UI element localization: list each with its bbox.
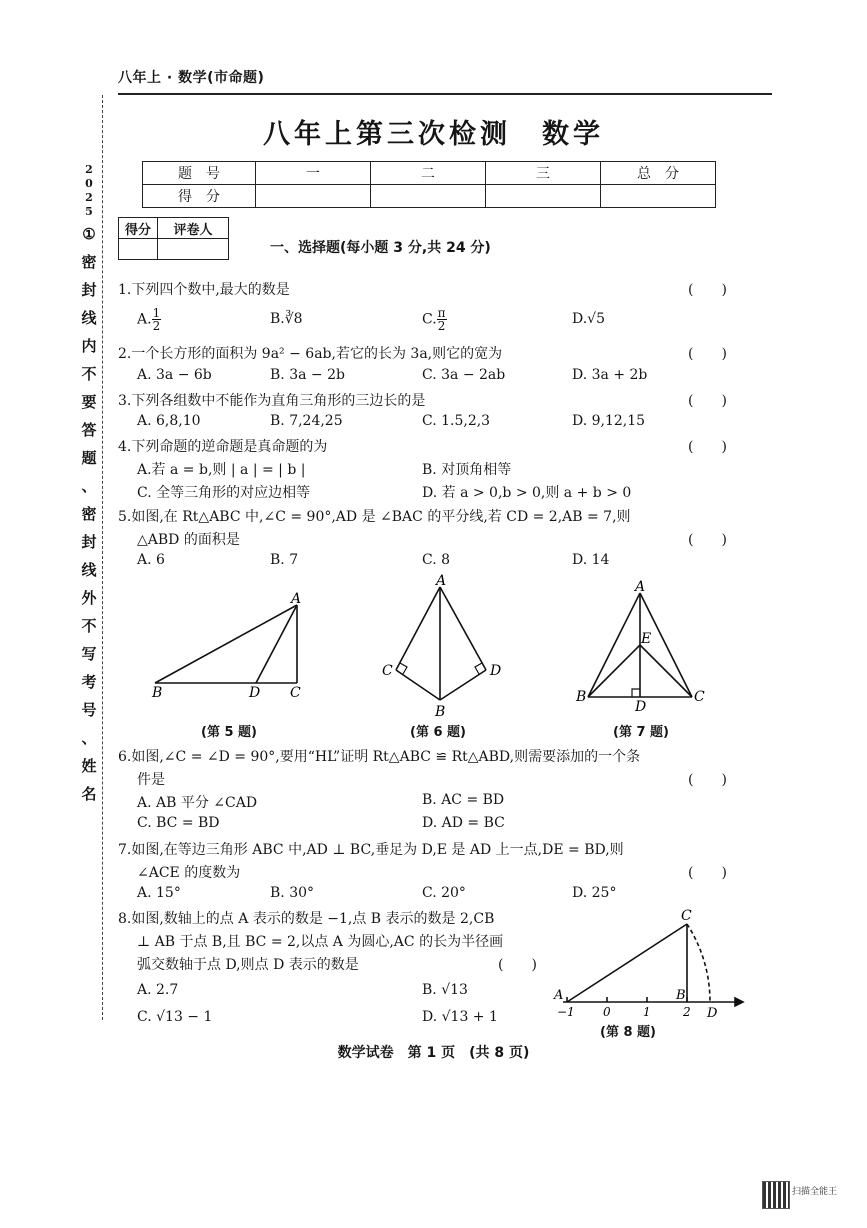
q3-option-a[interactable]: A. 6,8,10 — [137, 413, 201, 429]
fig6-label-d: D — [490, 663, 502, 679]
q4-option-a[interactable]: A.若 a = b,则 | a | = | b | — [137, 462, 306, 478]
fig6-label-b: B — [435, 704, 446, 720]
side-char: 不 — [81, 365, 97, 383]
fig8-label-d: D — [707, 1006, 718, 1021]
fig5-label-a: A — [291, 591, 302, 607]
side-char: 线 — [81, 561, 97, 579]
fig8-tick-label-0: 0 — [603, 1005, 611, 1019]
q3-answer-blank[interactable]: ( ) — [688, 393, 727, 409]
q1-option-a[interactable] — [137, 307, 161, 332]
page-footer: 数学试卷 第 1 页 (共 8 页) — [337, 1045, 530, 1061]
q1-option-c[interactable] — [422, 307, 447, 332]
score-cell-3[interactable] — [486, 185, 601, 208]
fig7-label-a: A — [635, 579, 646, 595]
score-table — [142, 161, 716, 208]
q5-answer-blank[interactable]: ( ) — [688, 532, 727, 548]
q1-c-fraction: $\frac{\pi}{2}$ — [437, 306, 446, 333]
header-rule — [118, 93, 772, 95]
q7-stem-line2: ∠ACE 的度数为 — [137, 865, 241, 881]
q6-stem-line2: 件是 — [137, 772, 165, 788]
grader-name-label: 评卷人 — [158, 218, 229, 239]
side-char: 外 — [81, 589, 97, 607]
fig8-tick-label-neg1: −1 — [557, 1005, 575, 1019]
fig7-segment-ec — [640, 645, 692, 697]
fig7-caption: (第 7 题) — [613, 725, 669, 740]
q5-stem-line1: 5.如图,在 Rt△ABC 中,∠C = 90°,AD 是 ∠BAC 的平分线,若 CD = 2,AB = 7,则 — [118, 509, 631, 525]
q7-answer-blank[interactable]: ( ) — [688, 865, 727, 881]
q5-option-c[interactable]: C. 8 — [422, 552, 451, 568]
q1-stem: 1.下列四个数中,最大的数是 — [118, 282, 290, 298]
side-char: 答 — [81, 421, 97, 439]
q5-stem-line2: △ABD 的面积是 — [137, 532, 240, 548]
q2-option-d[interactable]: D. 3a + 2b — [572, 367, 648, 383]
fig7-label-c: C — [694, 689, 705, 705]
q4-stem: 4.下列命题的逆命题是真命题的为 — [118, 439, 328, 455]
side-char: 内 — [81, 337, 97, 355]
figure-6 — [370, 570, 510, 720]
q5-option-b[interactable]: B. 7 — [270, 552, 299, 568]
fig5-label-b: B — [152, 685, 163, 701]
scanner-watermark: 扫描全能王 — [792, 1187, 838, 1197]
side-char: 密 — [81, 253, 97, 271]
q2-option-a[interactable]: A. 3a − 6b — [137, 367, 212, 383]
fig7-label-e: E — [641, 631, 652, 647]
q7-option-c[interactable]: C. 20° — [422, 885, 466, 901]
figure-8 — [545, 900, 750, 1025]
fig8-tick-label-1: 1 — [643, 1005, 651, 1019]
q6-answer-blank[interactable]: ( ) — [688, 772, 727, 788]
page-title: 八年上第三次检测 数学 — [263, 119, 604, 150]
fig7-side-ab — [588, 593, 640, 697]
fig6-side-db — [440, 670, 486, 700]
seal-line-instructions — [80, 163, 98, 815]
side-char: 、 — [81, 729, 97, 747]
side-year: 2 0 2 5 — [85, 163, 93, 218]
side-char: 、 — [81, 477, 97, 495]
fig6-side-ad — [440, 587, 486, 670]
q6-option-a[interactable]: A. AB 平分 ∠CAD — [137, 795, 258, 811]
grader-score-cell[interactable] — [119, 239, 158, 260]
q7-option-d[interactable]: D. 25° — [572, 885, 617, 901]
q6-stem-line1: 6.如图,∠C = ∠D = 90°,要用“HL”证明 Rt△ABC ≌ Rt△ABD,则需要添加的一个条 — [118, 749, 641, 765]
q4-option-d[interactable]: D. 若 a > 0,b > 0,则 a + b > 0 — [422, 485, 632, 501]
fig8-caption: (第 8 题) — [600, 1025, 656, 1040]
side-char: 要 — [81, 393, 97, 411]
fig7-label-b: B — [576, 689, 587, 705]
side-char: 号 — [81, 701, 97, 719]
q5-option-a[interactable]: A. 6 — [137, 552, 165, 568]
q7-option-a[interactable]: A. 15° — [137, 885, 181, 901]
q8-stem-line2: ⊥ AB 于点 B,且 BC = 2,以点 A 为圆心,AC 的长为半径画 — [137, 934, 504, 950]
figure-7 — [572, 575, 712, 715]
side-char: 不 — [81, 617, 97, 635]
running-header: 八年上 · 数学(市命题) — [118, 70, 265, 86]
fig8-tick-label-2: 2 — [683, 1005, 691, 1019]
score-header-label: 题 号 — [143, 162, 256, 185]
score-cell-total[interactable] — [601, 185, 716, 208]
fig8-segment-ac — [567, 924, 687, 1002]
q1-a-fraction: $\frac{1}{2}$ — [152, 306, 161, 333]
side-char: 考 — [81, 673, 97, 691]
q3-stem: 3.下列各组数中不能作为直角三角形的三边长的是 — [118, 393, 426, 409]
score-header-total: 总 分 — [601, 162, 716, 185]
fig7-label-d: D — [635, 699, 647, 715]
q1-c-prefix: C. — [422, 311, 437, 328]
side-char: 封 — [81, 281, 97, 299]
grader-name-cell[interactable] — [158, 239, 229, 260]
fig8-label-b: B — [676, 988, 686, 1003]
q4-option-b[interactable]: B. 对顶角相等 — [422, 462, 512, 478]
fig6-label-c: C — [382, 663, 393, 679]
q8-stem-line3: 弧交数轴于点 D,则点 D 表示的数是 — [137, 957, 359, 973]
fig6-caption: (第 6 题) — [410, 725, 466, 740]
fig5-label-d: D — [249, 685, 261, 701]
q8-stem-line1: 8.如图,数轴上的点 A 表示的数是 −1,点 B 表示的数是 2,CB — [118, 911, 495, 927]
fig8-label-c: C — [681, 908, 692, 924]
q4-answer-blank[interactable]: ( ) — [688, 439, 727, 455]
fig6-label-a: A — [436, 573, 447, 589]
side-char: 封 — [81, 533, 97, 551]
section-title: 一、选择题(每小题 3 分,共 24 分) — [270, 240, 491, 256]
fig7-right-angle-d — [632, 689, 640, 697]
q8-option-b[interactable]: B. √13 — [422, 982, 468, 998]
q3-option-b[interactable]: B. 7,24,25 — [270, 413, 343, 429]
q2-stem: 2.一个长方形的面积为 9a² − 6ab,若它的长为 3a,则它的宽为 — [118, 346, 503, 362]
score-cell-2[interactable] — [371, 185, 486, 208]
score-cell-1[interactable] — [256, 185, 371, 208]
q8-option-a[interactable]: A. 2.7 — [137, 982, 179, 998]
q5-option-d[interactable]: D. 14 — [572, 552, 610, 568]
side-char: 密 — [81, 505, 97, 523]
fig6-side-ac — [396, 587, 440, 670]
q8-option-c[interactable]: C. √13 − 1 — [137, 1009, 213, 1025]
q2-answer-blank[interactable]: ( ) — [688, 346, 727, 362]
q6-option-b[interactable]: B. AC = BD — [422, 792, 505, 808]
side-char: 线 — [81, 309, 97, 327]
fig8-axis-arrow — [735, 998, 743, 1006]
side-char: 名 — [81, 785, 97, 803]
score-header-3: 三 — [486, 162, 601, 185]
fig6-right-angle-c — [400, 663, 407, 674]
q3-option-d[interactable]: D. 9,12,15 — [572, 413, 646, 429]
q6-option-c[interactable]: C. BC = BD — [137, 815, 220, 831]
fig5-label-c: C — [290, 685, 301, 701]
score-row-label: 得 分 — [143, 185, 256, 208]
fig6-side-cb — [396, 670, 440, 700]
q8-option-d[interactable]: D. √13 + 1 — [422, 1009, 498, 1025]
q4-option-c[interactable]: C. 全等三角形的对应边相等 — [137, 485, 311, 501]
q1-option-d[interactable]: D.√5 — [572, 311, 606, 327]
side-char: 姓 — [81, 757, 97, 775]
figure-5 — [140, 585, 320, 705]
q2-option-b[interactable]: B. 3a − 2b — [270, 367, 345, 383]
q1-option-b[interactable]: B.∛8 — [270, 311, 303, 327]
side-char: 写 — [81, 645, 97, 663]
score-header-1: 一 — [256, 162, 371, 185]
q6-option-d[interactable]: D. AD = BC — [422, 815, 505, 831]
q8-answer-blank[interactable]: ( ) — [498, 957, 537, 973]
fig5-caption: (第 5 题) — [201, 725, 257, 740]
grader-score-label: 得分 — [119, 218, 158, 239]
seal-line — [102, 95, 103, 1020]
score-header-2: 二 — [371, 162, 486, 185]
grader-table — [118, 217, 229, 260]
fig8-label-a: A — [554, 988, 564, 1003]
q1-answer-blank[interactable]: ( ) — [688, 282, 727, 298]
fig8-arc — [687, 924, 710, 1002]
q7-stem-line1: 7.如图,在等边三角形 ABC 中,AD ⊥ BC,垂足为 D,E 是 AD 上一点,DE = BD,则 — [118, 842, 624, 858]
q1-a-prefix: A. — [137, 311, 152, 328]
side-marker: ① — [82, 225, 96, 243]
q2-option-c[interactable]: C. 3a − 2ab — [422, 367, 506, 383]
side-char: 题 — [81, 449, 97, 467]
q3-option-c[interactable]: C. 1.5,2,3 — [422, 413, 491, 429]
qr-code-icon — [762, 1181, 790, 1209]
q7-option-b[interactable]: B. 30° — [270, 885, 315, 901]
